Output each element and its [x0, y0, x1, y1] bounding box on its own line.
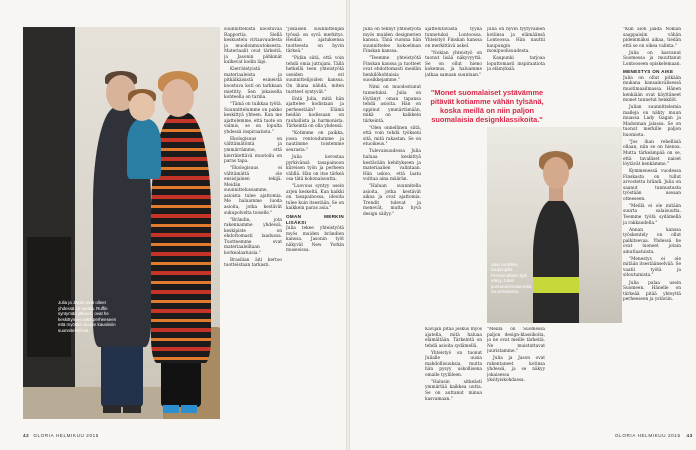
- paragraph: "Menestys ei ole mitään itsestäänselvää. Se vaatii työtä ja sitoutumista.": [623, 256, 681, 279]
- page-number: 42: [23, 433, 30, 438]
- paragraph: "Kun aion jäädä Nokian saappaisiin vähän pidemmäksi aikaa, tiedän että se on oikea valinta.": [623, 27, 681, 49]
- paragraph: suunnittelusta koostuvaa Rapportia. Siellä keskustelu virtaavuudesta ja muodonmuutoksesta. Materiaalit ovat tärkeitä, ja Jasonin pähkinät kulkevat kodin läpi.: [224, 27, 282, 66]
- folio-title: GLORIA HELMIKUU 2015: [33, 433, 99, 438]
- paragraph: "Tämä on tuikkaa työtä. Suunnittelumme on pakko keskittyä yhteen. Kun me ajattelemme, että tuote on valmis, se on lopulta yhdessä inspiraatiota.": [224, 102, 282, 135]
- folio-right: [615, 433, 693, 438]
- article-column-right-2-top: [425, 27, 482, 84]
- paragraph: Kymmenessä vuodessa Finskasta on tullut arvostettu brändi. Julia on saanut tunnustusta työstään useaan otteeseen.: [623, 169, 681, 202]
- article-column-right-2-bottom: [425, 327, 482, 423]
- page-number: 43: [686, 433, 693, 438]
- section-heading: OMAN MERKIN LISÄKSI: [286, 214, 344, 225]
- paragraph: Brasilian äiti kertoo tuotteistaan tarkasti.: [224, 257, 282, 269]
- paragraph: Julia on hyvin tyytyväinen kotiinsa ja elämäänsä Lontoossa. Hän nauttii kaupungin monipuolisuudesta.: [487, 27, 545, 55]
- article-column-right-4: [623, 27, 681, 423]
- section-heading: MENESTYS ON AIKE: [623, 69, 674, 75]
- paragraph: Julia ja Jason ovat rakentaneet kotinsa yhdessä, ja se näkyy jokaisessa yksityiskohdassa.: [487, 356, 545, 384]
- paragraph: "Meillä ei ole mitään suurta salaisuutta. Teemme työtä sydämellä ja rakkaudella.": [623, 203, 681, 226]
- paragraph: "Nokian yhteistyö on tuonut lisää näkyvyyttä. Se on ollut hieno kokemus, ja haluamme jatkaa samaan suuntaan.": [425, 50, 482, 78]
- article-column-left-3: [286, 27, 344, 423]
- paragraph: "Teemme yhteistyötä Finskan kanssa ja tuotteet ovat ehdottomasti meidän henkilökohtaisia suosikkejamme.": [363, 56, 421, 84]
- photo-caption-right: Julia Lundsten kaupungilla. Persoonallinen tyyli näkyy Julian pukeutumisessa sekä suunnittelussa.: [491, 262, 532, 295]
- paragraph: Julian suunnittelemia malleja on nähty muun muassa Lady Gagan ja Madonnan jalassa. Se on tuonut merkille paljon huomiota.: [623, 105, 681, 138]
- paragraph: "Meillä on Suomessa paljon design-klassikoita, ja ne ovat meille tärkeitä. Ne muistuttavat juuristamme.": [487, 327, 545, 355]
- paragraph: Kävijän pitää joskus myös ajatella, mitä haluaa elämältään. Tärkeintä on tehdä asioita sydämellä.: [425, 327, 482, 349]
- article-column-left-2: [224, 27, 282, 423]
- paragraph: "Brändin, jota rakennamme yhdessä, keskipiste on ehdottomasti laadussa. Tuotteemme ovat materiaaleiltaan korkealaatuisia.": [224, 217, 282, 256]
- paragraph: "Jokaisen suunnittelijan työssä on syvä merkitys. Heidän ajatuksensa tuotteesta on hyvin tärkeä.": [286, 27, 344, 55]
- paragraph: Kierrätetyistä materiaaleista ja pitkäikäisistä esineistä koostuva koti on tarkkaan mietitty. Sen jokaisella kohteella on tarina.: [224, 67, 282, 101]
- paragraph: "Kotimme on paikka, jossa rentoudumme ja nautimme toistemme seurasta.": [286, 131, 344, 153]
- pull-quote: "Monet suomalaiset ystävämme pitävät kotiamme vähän tylsänä, koska meillä on niin paljon suomalaisia designklassikoita.": [430, 88, 544, 124]
- folio-title: GLORIA HELMIKUU 2015: [615, 433, 681, 438]
- paragraph: ajattelutavasta tyyliä tunnetuksi Lontoossa. Yhteistyö Finskan kanssa on merkittävä askel.: [425, 27, 482, 49]
- paragraph: Annan kanssa työskentely on ollut palkitsevaa. Yhdessä he ovat luoneet jotain ainutlaatuista.: [623, 227, 681, 255]
- paragraph: Julia on kasvanut Suomessa ja muuttanut Lontooseen opiskelemaan.: [623, 50, 681, 67]
- folio-left: [23, 433, 99, 438]
- paragraph: Kaupunki tarjoaa loputtomasti inspiraatiota ja elämyksiä.: [487, 56, 545, 73]
- paragraph: Julia palaa usein Suomeen. Hänelle on tärkeää pitää yhteyttä perheeseen ja ystäviin.: [623, 280, 681, 303]
- paragraph: "Pidän siitä, että voin tehdä omia juttujani. Tällä hetkellä teen yhteistyötä useiden eri suunnittelijoiden kanssa. On ihana nähdä, miten tuotteet syntyvät.": [286, 56, 344, 95]
- paragraph: Julia on ollut pitkään mukana kansainvälisessä muotimaailmassa. Hänen kenkiään ovat käyttäneet monet tunnetut henkilöt.: [623, 75, 681, 104]
- family-photo: [23, 27, 220, 419]
- paragraph: Ekologisuus on välttämätöntä ja ymmärrämme, että kierrätettävä muotoilu on paras tapa.: [224, 136, 282, 165]
- article-column-right-1: [363, 27, 421, 423]
- paragraph: Julia korostaa pyrkivänsä tasapainoon kiireisen työn ja perheen välillä. Hän on itse tärkeä osa tätä kokonaisuutta.: [286, 155, 344, 183]
- paragraph: Julia on tehnyt yhteistyötä myös muiden designerien kanssa. Tänä vuonna hän suunnittelee kokoelman Finskan kanssa.: [363, 27, 421, 55]
- paragraph: "Luovuus syntyy usein arjen keskeltä. Kun kaikki on tasapainossa, ideoita tulee kuin itsestään. Se on kaikkein paras asia.": [286, 184, 344, 212]
- paragraph: "Ekologisuus ei välttämättä ole ensisijainen tekijä. Meidän suunnittelussamme, asioista tulee ajattomia. Me haluamme luoda asioita, jotka kestävät sukupolvelta toiselle.": [224, 166, 282, 216]
- paragraph: "Haluan suunnitella asioita, jotka kestävät aikaa ja ovat ajattomia. Trendit tulevat ja menevät, mutta hyvä design säilyy.": [363, 184, 421, 217]
- paragraph: Entä Julia, mitä hän ajattelee kodistaan ja perheestään? Elämä heidän kodissaan on rauhallista ja harmonista. Tärkeintä on olla yhdessä.: [286, 96, 344, 130]
- paragraph: "Jos ihan rehellisiä ollaan, niin se on hienoa. Mutta tärkeämpää on se, että tavalliset naiset löytävät kenkämme.": [623, 139, 681, 168]
- paragraph: "Halusin sitkeästi ymmärtää kaikkea uutta. Se on auttanut minua kasvamaan.": [425, 379, 482, 402]
- paragraph: Julia tekee yhteistyötä myös muiden brändien kanssa. Jasonin työt näkyvät New Yorkin museoissa.: [286, 226, 344, 254]
- paragraph: Tulevaisuudessa Julia haluaa keskittyä kestävään kehitykseen ja materiaalien valintaan. Hän uskoo, että laatu voittaa aina määrän.: [363, 149, 421, 183]
- paragraph: Yhteistyö on tuonut Julialle uusia mahdollisuuksia, mutta hän pysyy uskollisena omalle tyylilleen.: [425, 350, 482, 378]
- article-column-right-3-top: [487, 27, 545, 84]
- article-column-right-3-bottom: [487, 327, 545, 423]
- paragraph: "Olen onnellinen siitä, että voin tehdä työkseni sitä, mitä rakastan. Se on etuoikeus.": [363, 125, 421, 148]
- paragraph: Nimi on muodostunut tunnetuksi. Julia on löytänyt oman tapansa tehdä asioita. Hän on oppinut ymmärtämään, mikä on kaikkein tärkeintä.: [363, 85, 421, 124]
- photo-caption-left: Julia ja Jason ovat olleet yhdessä 15 vuotta. Ruffin syntymän jälkeen, ovat he keskittyneet sekä perheeseen että myöskin luoviin kauniisiin suunnitelmiinsa.: [58, 300, 117, 333]
